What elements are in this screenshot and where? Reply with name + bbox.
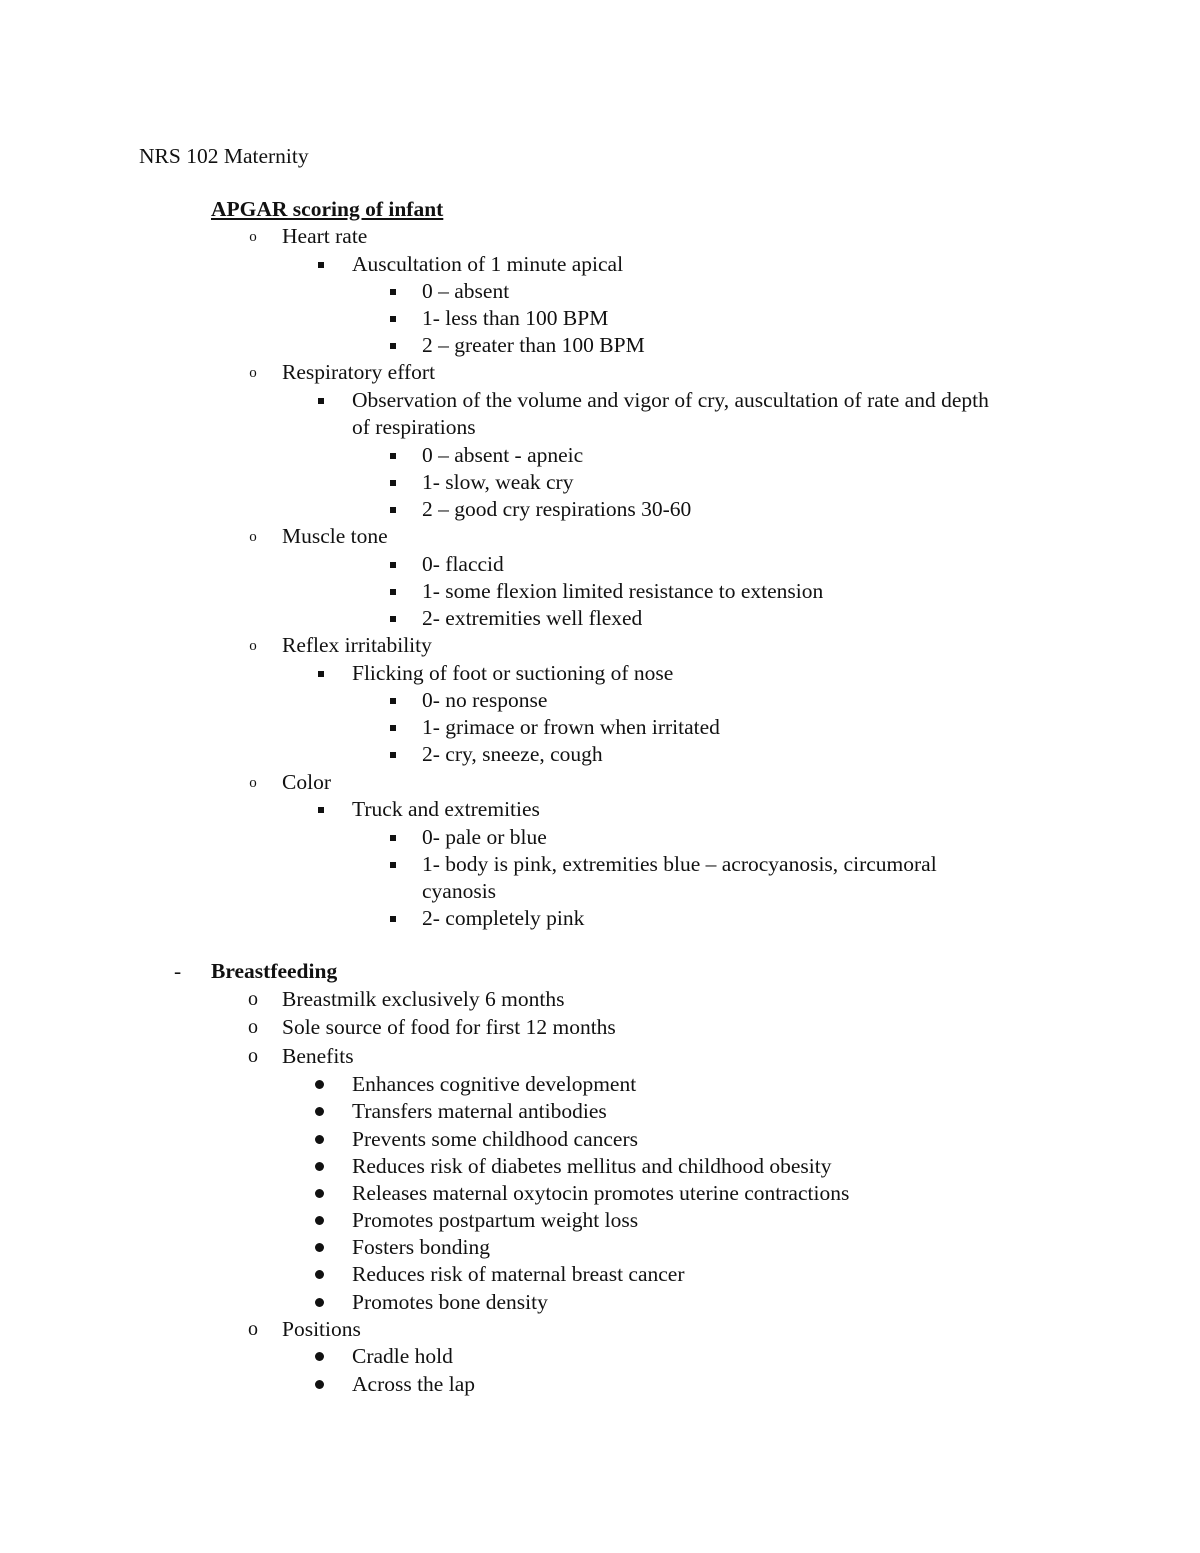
square-bullet-icon (390, 562, 396, 568)
breastfeeding-benefits-label: Benefits (282, 1044, 354, 1068)
round-bullet-icon (315, 1352, 324, 1361)
square-bullet-icon (318, 398, 324, 404)
round-bullet-icon (315, 1107, 324, 1116)
apgar-color-score: 0- pale or blue (422, 825, 547, 849)
round-bullet-icon (315, 1298, 324, 1307)
circle-bullet-icon: o (249, 365, 257, 381)
circle-bullet-icon: o (248, 988, 258, 1010)
dash-bullet-icon: - (174, 959, 182, 983)
apgar-respiratory-score: 2 – good cry respirations 30-60 (422, 497, 692, 521)
benefit-item: Promotes bone density (352, 1290, 548, 1314)
square-bullet-icon (390, 289, 396, 295)
square-bullet-icon (390, 616, 396, 622)
circle-bullet-icon: o (248, 1016, 258, 1038)
benefit-item: Transfers maternal antibodies (352, 1099, 607, 1123)
square-bullet-icon (318, 671, 324, 677)
square-bullet-icon (390, 916, 396, 922)
apgar-reflex-score: 2- cry, sneeze, cough (422, 742, 603, 766)
round-bullet-icon (315, 1080, 324, 1089)
square-bullet-icon (318, 807, 324, 813)
benefit-item: Promotes postpartum weight loss (352, 1208, 639, 1232)
apgar-heart-rate-score: 2 – greater than 100 BPM (422, 333, 645, 357)
square-bullet-icon (390, 698, 396, 704)
apgar-heart-rate-score: 1- less than 100 BPM (422, 306, 609, 330)
square-bullet-icon (390, 316, 396, 322)
round-bullet-icon (315, 1380, 324, 1389)
circle-bullet-icon: o (249, 638, 257, 654)
apgar-reflex-desc: Flicking of foot or suctioning of nose (352, 661, 674, 685)
square-bullet-icon (390, 507, 396, 513)
round-bullet-icon (315, 1135, 324, 1144)
benefit-item: Releases maternal oxytocin promotes uterine contractions (352, 1181, 850, 1205)
breastfeeding-heading: Breastfeeding (211, 959, 338, 983)
breastfeeding-item: Sole source of food for first 12 months (282, 1015, 616, 1039)
apgar-respiratory-desc-cont: of respirations (352, 415, 476, 439)
circle-bullet-icon: o (249, 775, 257, 791)
apgar-heart-rate-label: Heart rate (282, 224, 368, 248)
benefit-item: Fosters bonding (352, 1235, 490, 1259)
document-title: NRS 102 Maternity (139, 144, 309, 168)
apgar-color-label: Color (282, 770, 331, 794)
benefit-item: Reduces risk of diabetes mellitus and childhood obesity (352, 1154, 832, 1178)
square-bullet-icon (390, 752, 396, 758)
position-item: Across the lap (352, 1372, 475, 1396)
circle-bullet-icon: o (249, 529, 257, 545)
round-bullet-icon (315, 1189, 324, 1198)
square-bullet-icon (390, 589, 396, 595)
apgar-muscle-tone-score: 1- some flexion limited resistance to extension (422, 579, 824, 603)
round-bullet-icon (315, 1270, 324, 1279)
apgar-color-score-cont: cyanosis (422, 879, 497, 903)
apgar-muscle-tone-label: Muscle tone (282, 524, 388, 548)
circle-bullet-icon: o (248, 1318, 258, 1340)
square-bullet-icon (318, 262, 324, 268)
benefit-item: Reduces risk of maternal breast cancer (352, 1262, 685, 1286)
apgar-color-score: 1- body is pink, extremities blue – acrocyanosis, circumoral (422, 852, 937, 876)
apgar-heart-rate-score: 0 – absent (422, 279, 510, 303)
square-bullet-icon (390, 343, 396, 349)
circle-bullet-icon: o (249, 229, 257, 245)
breastfeeding-positions-label: Positions (282, 1317, 361, 1341)
apgar-reflex-score: 0- no response (422, 688, 548, 712)
apgar-muscle-tone-score: 0- flaccid (422, 552, 504, 576)
round-bullet-icon (315, 1162, 324, 1171)
apgar-respiratory-desc: Observation of the volume and vigor of cry, auscultation of rate and depth (352, 388, 989, 412)
square-bullet-icon (390, 725, 396, 731)
apgar-color-score: 2- completely pink (422, 906, 585, 930)
apgar-respiratory-score: 0 – absent - apneic (422, 443, 584, 467)
apgar-respiratory-score: 1- slow, weak cry (422, 470, 574, 494)
square-bullet-icon (390, 835, 396, 841)
round-bullet-icon (315, 1216, 324, 1225)
round-bullet-icon (315, 1243, 324, 1252)
benefit-item: Enhances cognitive development (352, 1072, 637, 1096)
position-item: Cradle hold (352, 1344, 453, 1368)
apgar-reflex-label: Reflex irritability (282, 633, 432, 657)
square-bullet-icon (390, 453, 396, 459)
benefit-item: Prevents some childhood cancers (352, 1127, 638, 1151)
apgar-respiratory-label: Respiratory effort (282, 360, 436, 384)
square-bullet-icon (390, 480, 396, 486)
apgar-heading: APGAR scoring of infant (211, 197, 444, 221)
circle-bullet-icon: o (248, 1045, 258, 1067)
apgar-muscle-tone-score: 2- extremities well flexed (422, 606, 643, 630)
apgar-reflex-score: 1- grimace or frown when irritated (422, 715, 720, 739)
apgar-color-desc: Truck and extremities (352, 797, 540, 821)
apgar-heart-rate-desc: Auscultation of 1 minute apical (352, 252, 624, 276)
square-bullet-icon (390, 862, 396, 868)
breastfeeding-item: Breastmilk exclusively 6 months (282, 987, 565, 1011)
